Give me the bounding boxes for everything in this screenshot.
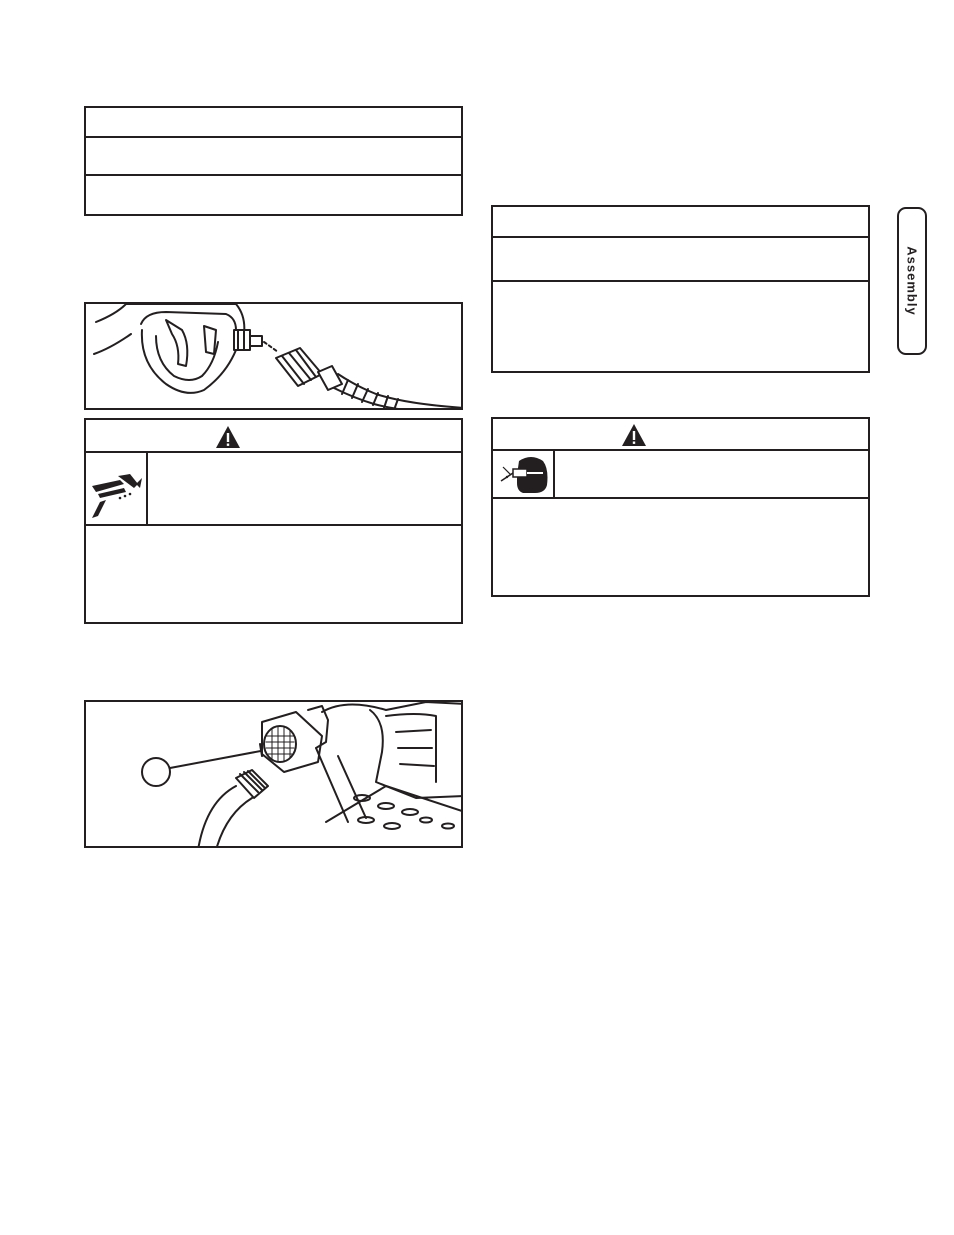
figure-water-inlet (84, 700, 463, 848)
eye-protection-icon (499, 455, 549, 495)
table-row (86, 136, 461, 138)
warning-triangle-icon (215, 425, 241, 449)
table-row (493, 449, 868, 451)
note-table-left (84, 106, 463, 216)
section-tab-label: Assembly (904, 246, 920, 316)
table-row (493, 236, 868, 238)
table-row (86, 174, 461, 176)
table-row (493, 497, 868, 499)
warning-box-injection (84, 418, 463, 624)
table-row (86, 524, 461, 526)
divider (146, 451, 148, 524)
fluid-injection-icon (90, 458, 142, 522)
callout-circle (142, 758, 170, 786)
figure-spray-gun-connection (84, 302, 463, 410)
warning-triangle-icon (621, 423, 647, 447)
table-row (86, 451, 461, 453)
warning-box-eye (491, 417, 870, 597)
divider (553, 449, 555, 497)
note-table-right (491, 205, 870, 373)
spray-gun-hose-fitting-illustration (86, 304, 463, 410)
section-tab-assembly[interactable] (897, 207, 927, 355)
table-row (493, 280, 868, 282)
water-inlet-filter-illustration (86, 702, 463, 848)
